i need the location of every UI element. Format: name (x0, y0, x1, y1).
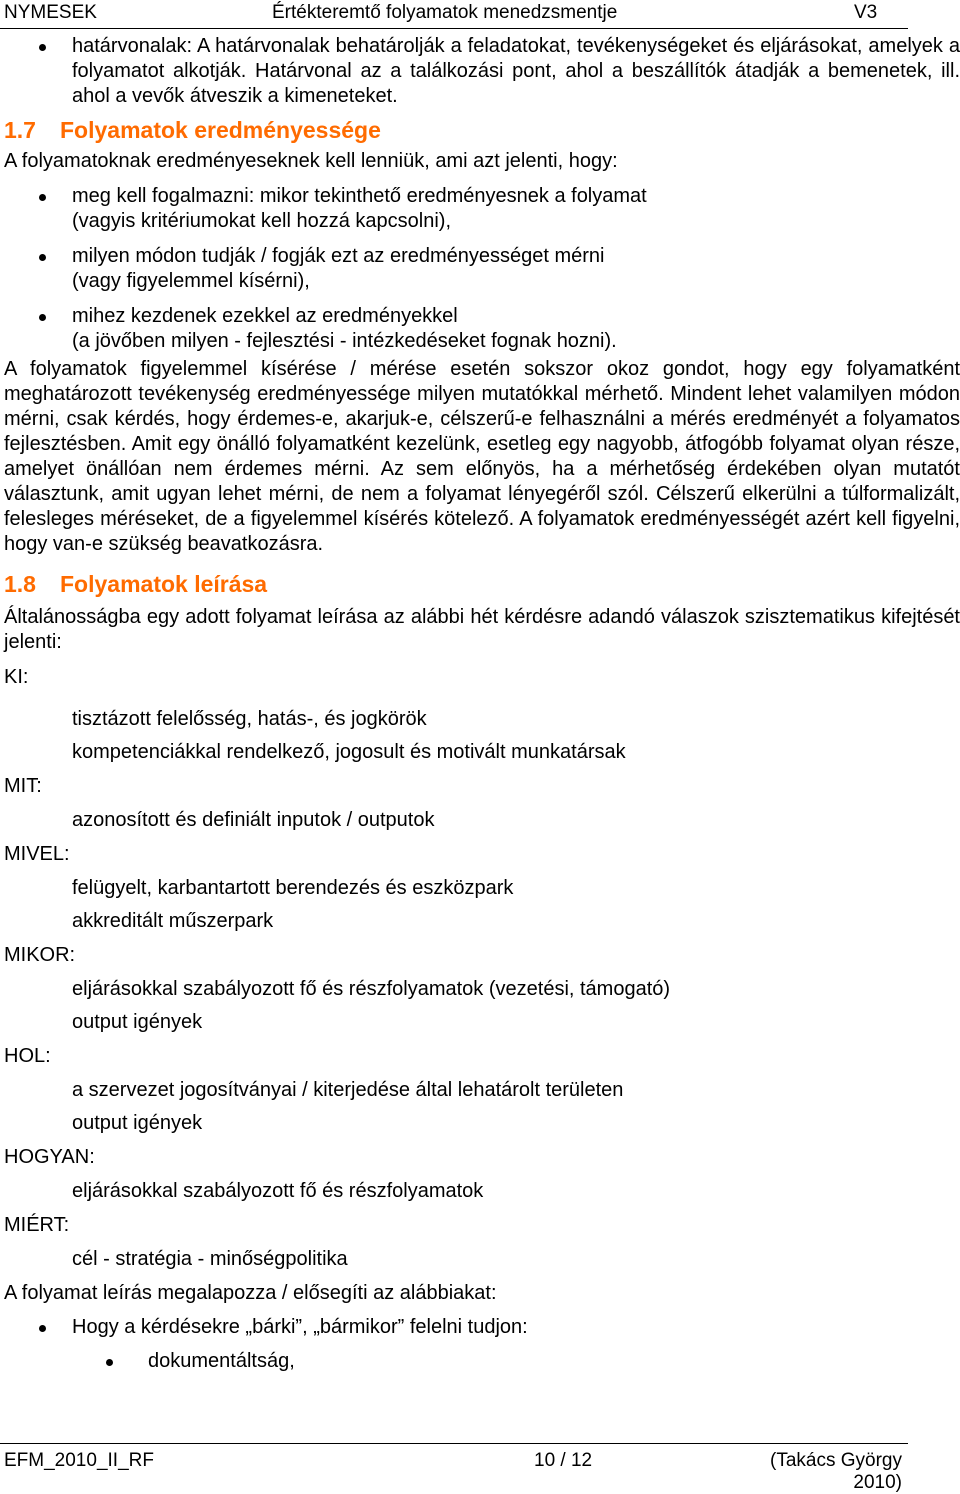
list-item (4, 244, 960, 294)
question-list (4, 665, 960, 1272)
section-number: 1.8 (4, 571, 36, 597)
question-label: MIT: (4, 775, 42, 797)
effectiveness-bullets (4, 184, 960, 354)
section-number: 1.7 (4, 117, 36, 143)
footer-doc-code: EFM_2010_II_RF (4, 1450, 154, 1471)
list-item (4, 304, 960, 354)
bullet-text: dokumentáltság, (148, 1350, 295, 1372)
question-label: HOL: (4, 1045, 51, 1067)
question-answer: output igények (72, 1011, 203, 1033)
question-label: KI: (4, 666, 29, 688)
question-answer: azonosított és definiált inputok / outputok (72, 809, 435, 831)
document-body (4, 34, 960, 1374)
section-intro: A folyamatoknak eredményeseknek kell lenniük, ami azt jelenti, hogy: (4, 150, 618, 172)
question-answer: a szervezet jogosítványai / kiterjedése által lehatárolt területen (72, 1079, 624, 1101)
section-title: Folyamatok leírása (60, 571, 268, 597)
bullet-line: milyen módon tudják / fogják ezt az eredményességet mérni (72, 245, 605, 267)
section-heading-1-8 (4, 569, 960, 599)
footer-page-number: 10 / 12 (534, 1450, 593, 1471)
effectiveness-paragraph: A folyamatok figyelemmel kísérése / mérése esetén sokszor okoz gondot, hogy egy folyamatként meghatározott tevékenység eredményessége milyen mutatókkal mérhető. Mindent lehet valamilyen módon mérni, csak kérdés, hogy érdemes-e, akarjuk-e, célszerű-e felhasználni a mérés eredményét a folyamatos fejlesztésben. Amit egy önálló folyamatként kezelünk, esetleg egy nagyobb, átfogóbb folyamat olyan része, amelyet önállóan nem érdemes mérni. Az sem előnyös, ha a mérhetőség érdekében olyan mutatót választunk, amit ugyan lehet mérni, de nem a folyamat lényegéről szól. Célszerű elkerülni a túlformalizált, felesleges méréseket, de a figyelemmel kísérés kötelező. A folyamatok eredményességét azért kell figyelni, hogy van-e szükség beavatkozásra. (4, 358, 960, 555)
header-left-text: NYMESEK (4, 2, 97, 23)
question-answer: kompetenciákkal rendelkező, jogosult és motivált munkatársak (72, 741, 626, 763)
question-label: HOGYAN: (4, 1146, 95, 1168)
list-item (4, 34, 960, 109)
question-answer: tisztázott felelősség, hatás-, és jogkörök (72, 708, 427, 730)
bullet-line: (vagyis kritériumokat kell hozzá kapcsolni), (72, 210, 452, 232)
bullet-line: meg kell fogalmazni: mikor tekinthető eredményesnek a folyamat (72, 185, 647, 207)
section-title: Folyamatok eredményessége (60, 117, 381, 143)
question-answer: output igények (72, 1112, 203, 1134)
question-answer: cél - stratégia - minőségpolitika (72, 1248, 348, 1270)
section-intro: Általánosságba egy adott folyamat leírása az alábbi hét kérdésre adandó válaszok szisztematikus kifejtését jelenti: (4, 606, 960, 653)
sub-bullet-list (72, 1349, 960, 1374)
footer-author (762, 1450, 902, 1494)
footer-author-line: (Takács György (770, 1450, 902, 1471)
question-label: MIVEL: (4, 843, 70, 865)
question-answer: akkreditált műszerpark (72, 910, 274, 932)
question-answer: eljárásokkal szabályozott fő és részfolyamatok (vezetési, támogató) (72, 978, 671, 1000)
bullet-text: Hogy a kérdésekre „bárki”, „bármikor” felelni tudjon: (72, 1316, 528, 1338)
bullet-line: (a jövőben milyen - fejlesztési - intézkedéseket fognak hozni). (72, 330, 617, 352)
section-heading-1-7 (4, 115, 960, 145)
closing-bullets (4, 1315, 960, 1374)
bullet-line: mihez kezdenek ezekkel az eredményekkel (72, 305, 458, 327)
list-item (4, 184, 960, 234)
list-item (71, 1349, 960, 1374)
footer-author-line: 2010) (853, 1472, 902, 1493)
header-title: Értékteremtő folyamatok menedzsmentje (272, 2, 618, 23)
question-label: MIÉRT: (4, 1214, 70, 1236)
closing-sentence: A folyamat leírás megalapozza / elősegíti az alábbiakat: (4, 1282, 497, 1304)
page-header (0, 0, 908, 29)
list-item (4, 1315, 960, 1374)
boundary-bullet-text: határvonalak: A határvonalak behatárolják a feladatokat, tevékenységeket és eljárásokat, amelyek a folyamatot alkotják. Határvonal az a találkozási pont, ahol a beszállítók átadják a bemenetek, ill. ahol a vevők átveszik a kimeneteket. (72, 35, 960, 107)
question-label: MIKOR: (4, 944, 76, 966)
bullet-line: (vagy figyelemmel kísérni), (72, 270, 310, 292)
top-bullet-list (4, 34, 960, 109)
page-footer (0, 1443, 908, 1494)
question-answer: felügyelt, karbantartott berendezés és eszközpark (72, 877, 514, 899)
header-version: V3 (854, 2, 878, 23)
question-answer: eljárásokkal szabályozott fő és részfolyamatok (72, 1180, 484, 1202)
